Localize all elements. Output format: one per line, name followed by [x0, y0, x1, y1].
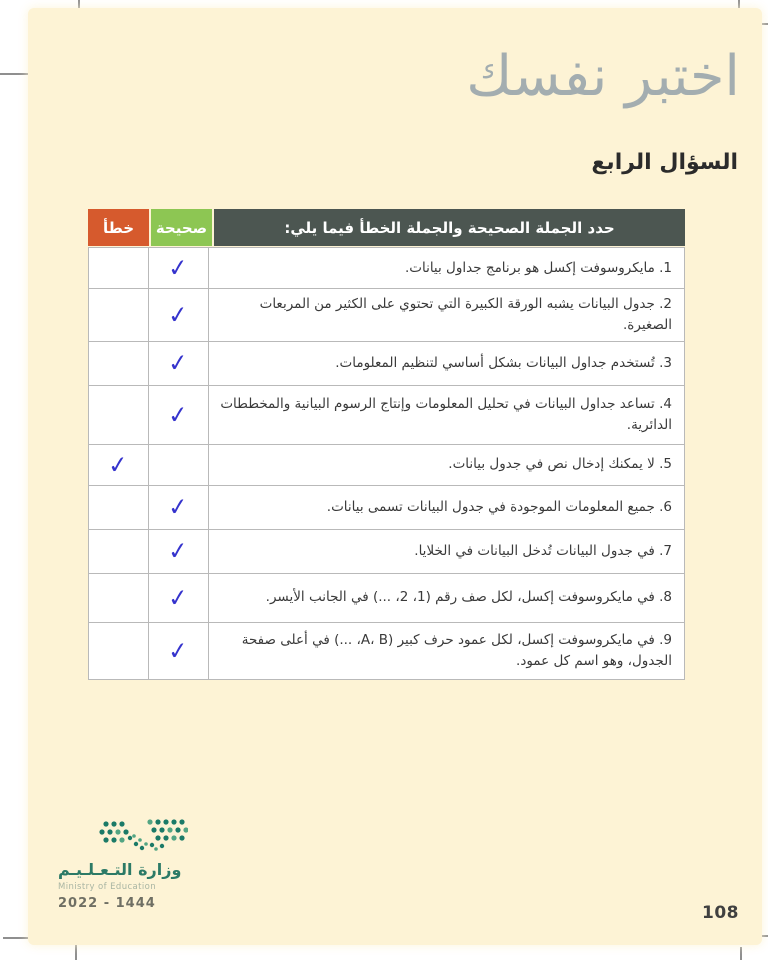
table-header-row — [88, 209, 685, 246]
table-row — [88, 247, 685, 289]
page-number: 108 — [702, 903, 739, 923]
book-page — [28, 8, 762, 945]
statement-cell: 3. تُستخدم جداول البيانات بشكل أساسي لتنظيم المعلومات. — [208, 341, 685, 386]
checkmark-icon: ✓ — [167, 635, 190, 666]
table-row — [88, 444, 685, 486]
checkmark-icon: ✓ — [167, 399, 190, 430]
table-row — [88, 485, 685, 530]
statement-cell: 1. مايكروسوفت إكسل هو برنامج جداول بيانات. — [208, 247, 685, 289]
correct-cell[interactable] — [148, 385, 209, 445]
crop-mark — [75, 943, 77, 960]
ministry-of-education-emblem-icon — [96, 817, 188, 853]
edition-years: 2022 - 1444 — [58, 895, 156, 911]
statement-cell: 2. جدول البيانات يشبه الورقة الكبيرة التي تحتوي على الكثير من المربعات الصغيرة. — [208, 288, 685, 342]
wrong-cell[interactable] — [88, 288, 149, 342]
wrong-cell[interactable] — [88, 444, 149, 486]
checkmark-icon: ✓ — [107, 449, 130, 480]
correct-cell[interactable] — [148, 444, 209, 486]
correct-cell[interactable] — [148, 622, 209, 680]
correct-cell[interactable] — [148, 288, 209, 342]
checkmark-icon: ✓ — [167, 299, 190, 330]
correct-cell[interactable] — [148, 247, 209, 289]
table-row — [88, 573, 685, 623]
statement-header-cell: حدد الجملة الصحيحة والجملة الخطأ فيما يلي: — [214, 209, 685, 246]
wrong-cell[interactable] — [88, 529, 149, 574]
correct-cell[interactable] — [148, 341, 209, 386]
correct-cell[interactable] — [148, 573, 209, 623]
table-row — [88, 529, 685, 574]
table-row — [88, 288, 685, 342]
correct-cell[interactable] — [148, 485, 209, 530]
checkmark-icon: ✓ — [167, 348, 190, 379]
correct-cell[interactable] — [148, 529, 209, 574]
correct-header-cell: صحيحة — [151, 209, 212, 246]
wrong-cell[interactable] — [88, 385, 149, 445]
statement-cell: 9. في مايكروسوفت إكسل، لكل عمود حرف كبير (A، B، ...) في أعلى صفحة الجدول، وهو اسم كل عمود. — [208, 622, 685, 680]
table-row — [88, 622, 685, 680]
statement-cell: 7. في جدول البيانات تُدخل البيانات في الخلايا. — [208, 529, 685, 574]
checkmark-icon: ✓ — [167, 536, 190, 567]
statement-cell: 6. جميع المعلومات الموجودة في جدول البيانات تسمى بيانات. — [208, 485, 685, 530]
statement-cell: 8. في مايكروسوفت إكسل، لكل صف رقم (1، 2، ...) في الجانب الأيسر. — [208, 573, 685, 623]
table-body — [88, 247, 685, 680]
wrong-cell[interactable] — [88, 341, 149, 386]
question-table — [88, 210, 685, 680]
statement-cell: 5. لا يمكنك إدخال نص في جدول بيانات. — [208, 444, 685, 486]
checkmark-icon: ✓ — [167, 492, 190, 523]
wrong-header-cell: خطأ — [88, 209, 149, 246]
wrong-cell[interactable] — [88, 573, 149, 623]
statement-cell: 4. تساعد جداول البيانات في تحليل المعلومات وإنتاج الرسوم البيانية والمخططات الدائرية. — [208, 385, 685, 445]
table-row — [88, 385, 685, 445]
checkmark-icon: ✓ — [167, 582, 190, 613]
checkmark-icon: ✓ — [167, 253, 190, 283]
crop-mark — [740, 947, 742, 960]
ministry-name-english: Ministry of Education — [58, 881, 157, 892]
page-title: اختبر نفسك — [466, 44, 740, 109]
ministry-footer — [58, 817, 228, 911]
table-row — [88, 341, 685, 386]
question-heading: السؤال الرابع — [591, 150, 738, 175]
wrong-cell[interactable] — [88, 247, 149, 289]
ministry-name-arabic: وزارة التـعـلـيـم — [58, 860, 182, 879]
wrong-cell[interactable] — [88, 622, 149, 680]
wrong-cell[interactable] — [88, 485, 149, 530]
